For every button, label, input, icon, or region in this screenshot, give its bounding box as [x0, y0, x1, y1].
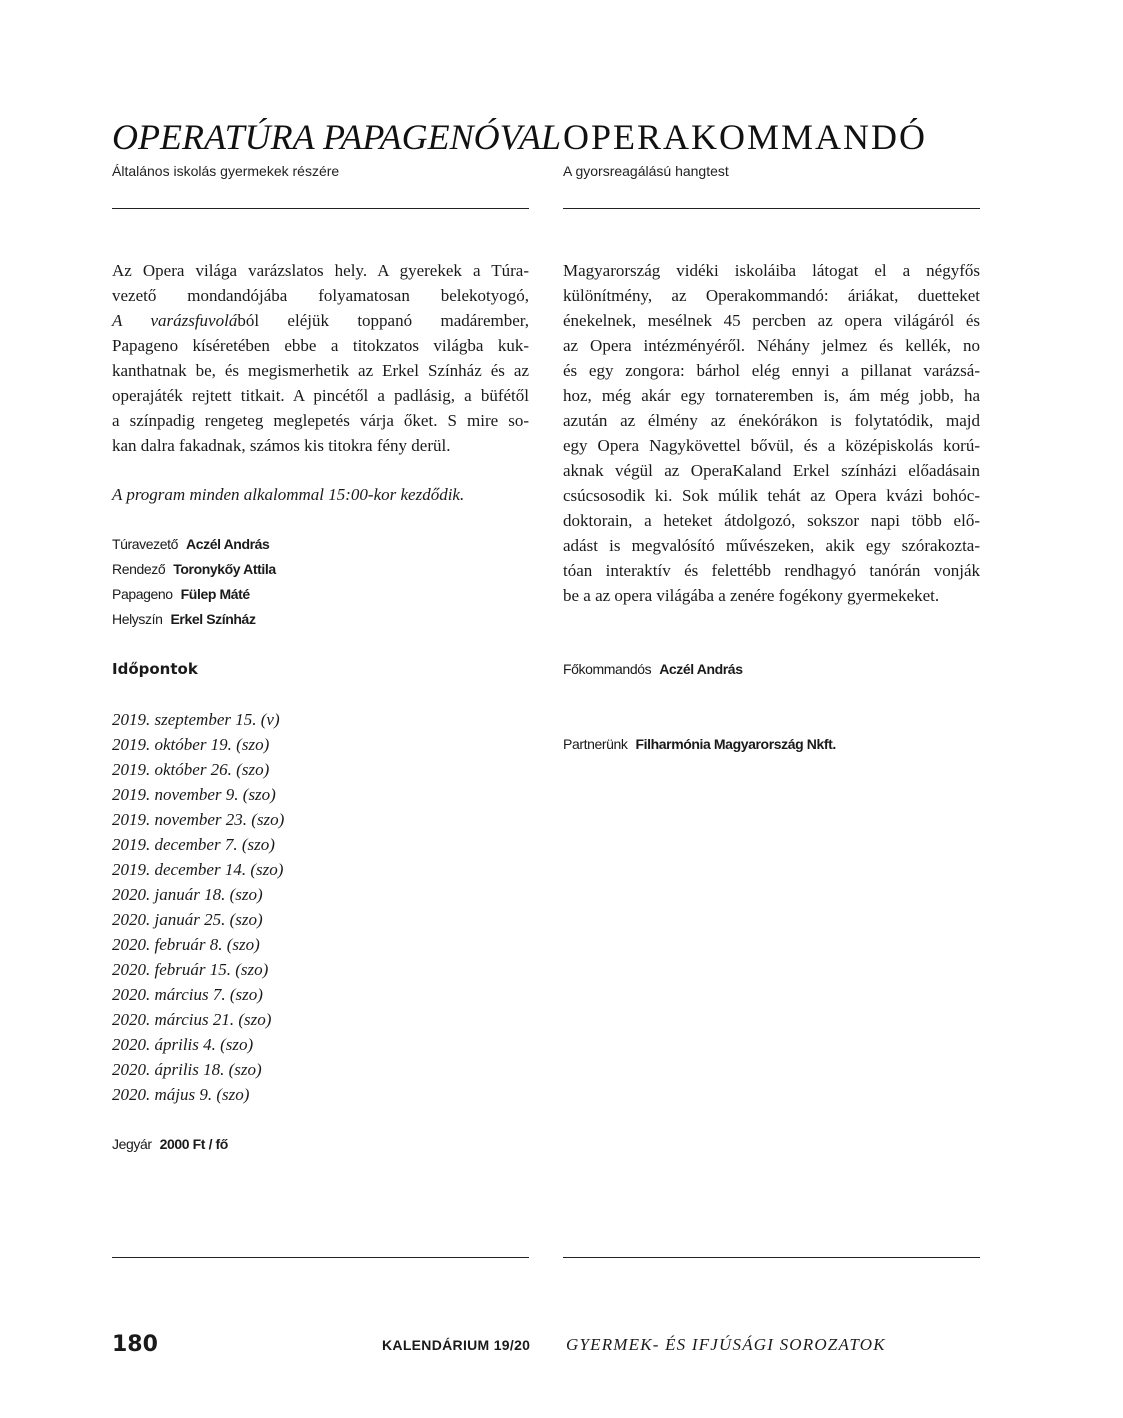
description-line: aknak végül az OperaKaland Erkel színházi előadásain	[563, 461, 980, 480]
credit-name: Aczél András	[186, 536, 270, 552]
credit-row	[112, 557, 276, 582]
credit-name: Filharmónia Magyarország Nkft.	[635, 736, 836, 752]
credit-role: Rendező	[112, 561, 166, 577]
page-number: 180	[112, 1332, 158, 1357]
date-item: 2020. február 15. (szo)	[112, 960, 269, 979]
description-line: adást is megvalósító művészeken, akik egy szórakozta-	[563, 536, 980, 555]
credit-role: Partnerünk	[563, 736, 628, 752]
description-line: kan dalra fakadnak, számos kis titokra fény derül.	[112, 436, 451, 455]
credit-row	[112, 582, 276, 607]
date-item: 2019. december 7. (szo)	[112, 835, 275, 854]
credit-role: Túravezető	[112, 536, 179, 552]
dates-heading: Időpontok	[112, 660, 198, 678]
date-item: 2019. november 23. (szo)	[112, 810, 285, 829]
price-value: 2000 Ft / fő	[159, 1136, 228, 1152]
description-line: és egy zongora: bárhol elég ennyi a pillanat varázsá-	[563, 361, 980, 380]
description-line: a színpadig rengeteg meglepetés várja őket. S mire so-	[112, 411, 529, 430]
description-line: különítmény, az Operakommandó: áriákat, duetteket	[563, 286, 980, 305]
credit-row	[563, 657, 743, 682]
description-line: tóan interaktív és felettébb rendhagyó tanórán vonják	[563, 561, 980, 580]
date-item: 2020. március 21. (szo)	[112, 1010, 272, 1029]
event-subtitle: Általános iskolás gyermekek részére	[112, 163, 340, 179]
credit-name: Erkel Színház	[170, 611, 256, 627]
date-item: 2020. május 9. (szo)	[112, 1085, 250, 1104]
credits-list	[112, 532, 276, 632]
credit-row	[112, 532, 276, 557]
price-label: Jegyár	[112, 1136, 152, 1152]
event-title: OPERAKOMMANDÓ	[563, 117, 928, 157]
credit-role: Főkommandós	[563, 661, 652, 677]
description-line: doktorain, a heteket átdolgozó, sokszor napi több elő-	[563, 511, 980, 530]
description-line: be a az opera világába a zenére fogékony gyermekeket.	[563, 586, 940, 605]
credit-name: Fülep Máté	[180, 586, 250, 602]
event-description	[112, 258, 529, 458]
description-line: csúcsosodik ki. Sok múlik tehát az Opera kvázi bohóc-	[563, 486, 980, 505]
date-item: 2020. január 18. (szo)	[112, 885, 263, 904]
ticket-price	[112, 1132, 228, 1157]
description-line: vezető mondandójába folyamatosan belekotyogó,	[112, 286, 529, 305]
description-line: Magyarország vidéki iskoláiba látogat el a négyfős	[563, 261, 980, 280]
credit-role: Helyszín	[112, 611, 163, 627]
date-item: 2020. április 18. (szo)	[112, 1060, 262, 1079]
description-line: azután az élmény az énekórákon is folytatódik, majd	[563, 411, 980, 430]
date-item: 2019. szeptember 15. (v)	[112, 710, 280, 729]
divider	[112, 1257, 529, 1258]
divider	[563, 208, 980, 209]
date-item: 2020. február 8. (szo)	[112, 935, 260, 954]
date-item: 2019. október 19. (szo)	[112, 735, 270, 754]
date-item: 2019. november 9. (szo)	[112, 785, 276, 804]
date-item: 2019. október 26. (szo)	[112, 760, 270, 779]
event-description	[563, 258, 980, 608]
publication-name: KALENDÁRIUM 19/20	[382, 1337, 531, 1353]
credit-row	[112, 607, 276, 632]
divider	[563, 1257, 980, 1258]
event-subtitle: A gyorsreagálású hangtest	[563, 163, 729, 179]
start-time-note: A program minden alkalommal 15:00-kor kezdődik.	[112, 485, 465, 504]
credit-name: Aczél András	[659, 661, 743, 677]
date-item: 2020. március 7. (szo)	[112, 985, 263, 1004]
date-item: 2020. április 4. (szo)	[112, 1035, 254, 1054]
date-item: 2020. január 25. (szo)	[112, 910, 263, 929]
description-line: hoz, még akár egy tornateremben is, ám még jobb, ha	[563, 386, 980, 405]
description-line-rest: ból eléjük toppanó madárember,	[237, 311, 529, 330]
event-title: OPERATÚRA PAPAGENÓVAL	[112, 117, 561, 157]
divider	[112, 208, 529, 209]
dates-list	[112, 707, 284, 1107]
description-line: egy Opera Nagykövettel bővül, és a középiskolás korú-	[563, 436, 980, 455]
description-line: énekelnek, mesélnek 45 percben az opera világáról és	[563, 311, 980, 330]
description-line: kanthatnak be, és megismerhetik az Erkel Színház és az	[112, 361, 529, 380]
description-line: Papageno kíséretében ebbe a titokzatos világba kuk-	[112, 336, 529, 355]
work-title: A varázsfuvolá	[112, 311, 238, 330]
credit-role: Papageno	[112, 586, 173, 602]
description-line: az Opera intézményéről. Néhány jelmez és kellék, no	[563, 336, 980, 355]
date-item: 2019. december 14. (szo)	[112, 860, 284, 879]
credit-name: Toronykőy Attila	[173, 561, 276, 577]
description-line: operajáték rejtett titkait. A pincétől a padlásig, a büfétől	[112, 386, 529, 405]
description-line: Az Opera világa varázslatos hely. A gyerekek a Túra-	[112, 261, 529, 280]
series-name: GYERMEK- ÉS IFJÚSÁGI SOROZATOK	[566, 1335, 886, 1354]
partner-row	[563, 732, 836, 757]
description-line	[112, 308, 529, 333]
